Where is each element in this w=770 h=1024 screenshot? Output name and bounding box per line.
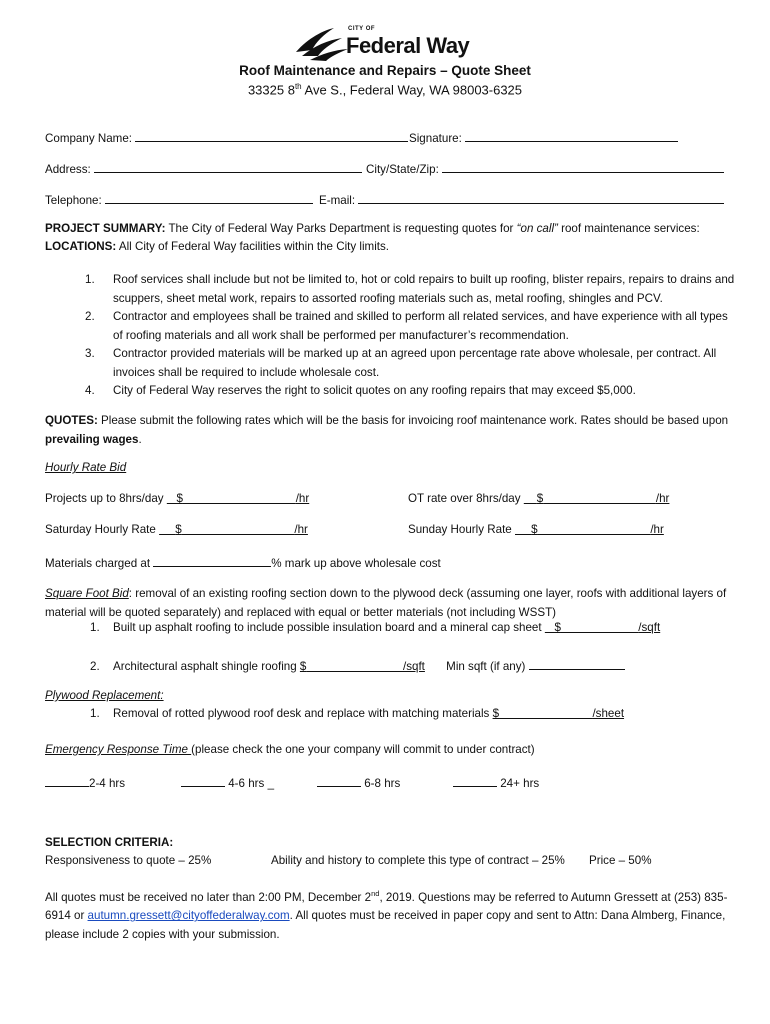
square-foot-bid: Square Foot Bid: removal of an existing roofing section down to the plywood deck (assuming one layer, roofs with additional layers of material will be quoted separately) and replaced with equal or better materials (not including WSST) xyxy=(45,587,727,619)
contact-email-link[interactable]: autumn.gressett@cityoffederalway.com xyxy=(87,909,290,923)
criterion-ability: Ability and history to complete this type of contract – 25% xyxy=(271,854,565,867)
company-name-line[interactable] xyxy=(135,129,408,142)
option-24-hrs[interactable]: 24+ hrs xyxy=(453,774,539,790)
saturday-rate-field[interactable]: Saturday Hourly Rate $ /hr xyxy=(45,523,308,536)
criterion-responsiveness: Responsiveness to quote – 25% xyxy=(45,854,212,867)
sunday-rate-field[interactable]: Sunday Hourly Rate $ /hr xyxy=(408,523,664,536)
checkbox-line[interactable] xyxy=(181,774,225,787)
page-title: Roof Maintenance and Repairs – Quote Sheet xyxy=(239,63,531,78)
plywood-item[interactable]: 1. Removal of rotted plywood roof desk and replace with matching materials $ /sheet xyxy=(90,707,625,720)
requirements-list xyxy=(85,271,735,401)
list-item: 4. City of Federal Way reserves the right to solicit quotes on any roofing repairs that may exceed $5,000. xyxy=(85,384,636,397)
city-logo xyxy=(294,24,484,64)
sqft-item-1[interactable]: 1. Built up asphalt roofing to include possible insulation board and a mineral cap sheet $ /sqft xyxy=(90,621,661,634)
list-item: 3. Contractor provided materials will be marked up at an agreed upon percentage rate above wholesale, per contract. All invoices shall be required to include wholesale cost. xyxy=(85,347,717,379)
projects-rate-field[interactable]: Projects up to 8hrs/day $ /hr xyxy=(45,492,310,505)
wave-logo-icon xyxy=(294,24,350,62)
locations: LOCATIONS: All City of Federal Way facilities within the City limits. xyxy=(45,240,390,253)
email-line[interactable] xyxy=(358,191,724,204)
address-field[interactable]: Address: xyxy=(45,160,362,176)
telephone-field[interactable]: Telephone: xyxy=(45,191,313,207)
signature-line[interactable] xyxy=(465,129,678,142)
selection-criteria-heading: SELECTION CRITERIA: xyxy=(45,836,174,849)
hourly-rate-heading: Hourly Rate Bid xyxy=(45,461,127,474)
telephone-line[interactable] xyxy=(105,191,313,204)
criterion-price: Price – 50% xyxy=(589,854,652,867)
city-state-zip-field[interactable]: City/State/Zip: xyxy=(366,160,724,176)
company-name-field[interactable]: Company Name: xyxy=(45,129,408,145)
page-address: 33325 8th Ave S., Federal Way, WA 98003-6325 xyxy=(247,82,523,98)
ot-rate-field[interactable]: OT rate over 8hrs/day $ /hr xyxy=(408,492,670,505)
checkbox-line[interactable] xyxy=(45,774,89,787)
markup-line[interactable] xyxy=(153,554,271,567)
option-6-8-hrs[interactable]: 6-8 hrs xyxy=(317,774,400,790)
checkbox-line[interactable] xyxy=(453,774,497,787)
list-item: 2. Contractor and employees shall be trained and skilled to perform all related services, and have experience with all types of roofing materials and all work shall be performed per manufacturer’s recommendation. xyxy=(85,310,728,342)
quotes-paragraph: QUOTES: Please submit the following rates which will be the basis for invoicing roof maintenance work. Rates should be based upon prevailing wages. xyxy=(45,414,729,446)
sqft-item-2[interactable]: 2. Architectural asphalt shingle roofing $ /sqft Min sqft (if any) xyxy=(90,657,625,673)
city-state-zip-line[interactable] xyxy=(442,160,724,173)
logo-city-of: CITY OF xyxy=(348,26,376,32)
submission-paragraph: All quotes must be received no later than 2:00 PM, December 2nd, 2019. Questions may be referred to Autumn Gressett at (253) 835-6914 or autumn.gressett@cityoffederalway.com. All quotes must be received in paper copy and sent to Attn: Dana Almberg, Finance, please include 2 copies with your submission. xyxy=(45,889,728,941)
email-field[interactable]: E-mail: xyxy=(319,191,724,207)
address-line[interactable] xyxy=(94,160,362,173)
logo-name: Federal Way xyxy=(346,33,470,58)
emergency-response: Emergency Response Time (please check the one your company will commit to under contract) xyxy=(45,743,535,756)
project-summary: PROJECT SUMMARY: The City of Federal Way Parks Department is requesting quotes for “on call” roof maintenance services: xyxy=(45,222,700,235)
option-4-6-hrs[interactable]: 4-6 hrs _ xyxy=(181,774,274,790)
signature-field[interactable]: Signature: xyxy=(409,129,678,145)
option-2-4-hrs[interactable]: 2-4 hrs xyxy=(45,774,125,790)
plywood-heading: Plywood Replacement: xyxy=(45,689,164,702)
checkbox-line[interactable] xyxy=(317,774,361,787)
min-sqft-line[interactable] xyxy=(529,657,625,670)
materials-markup-field[interactable]: Materials charged at % mark up above wholesale cost xyxy=(45,554,441,570)
list-item: 1. Roof services shall include but not be limited to, hot or cold repairs to built up roofing, blister repairs, repairs to drains and scuppers, sheet metal work, repairs to assorted roofing materials such as, metal roofing, shingles and PCV. xyxy=(85,273,735,305)
